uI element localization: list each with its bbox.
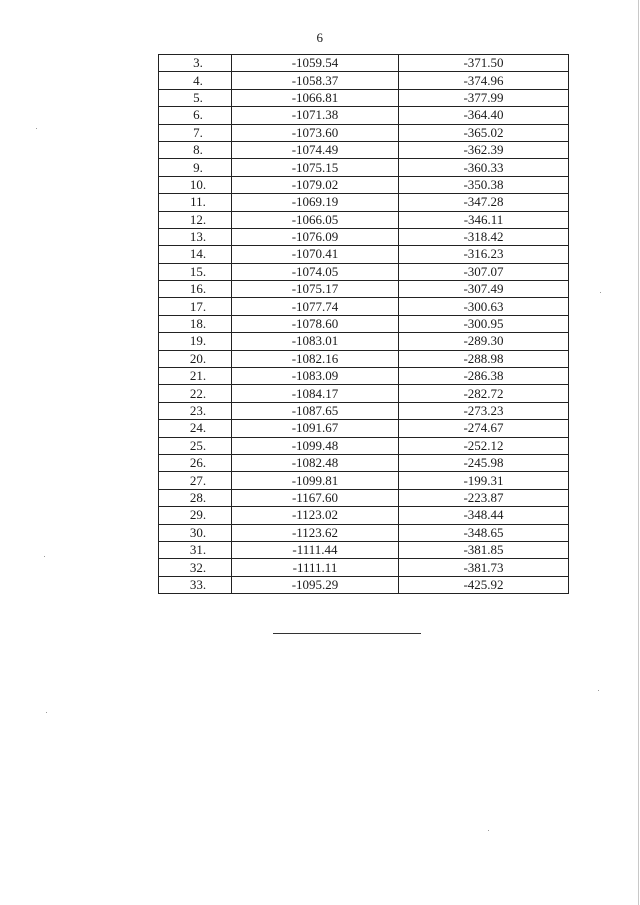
table-row: [159, 472, 569, 489]
x-coordinate-cell: -1083.01: [232, 333, 399, 350]
row-index-cell: 31.: [159, 541, 232, 558]
row-index-cell: 7.: [159, 124, 232, 141]
x-coordinate-cell: -1082.48: [232, 454, 399, 471]
table-row: [159, 89, 569, 106]
y-coordinate-cell: -425.92: [399, 576, 569, 593]
table-row: [159, 507, 569, 524]
table-row: [159, 281, 569, 298]
table-row: [159, 402, 569, 419]
y-coordinate-cell: -245.98: [399, 454, 569, 471]
x-coordinate-cell: -1059.54: [232, 55, 399, 72]
coordinates-table-body: [159, 55, 569, 594]
table-row: [159, 176, 569, 193]
x-coordinate-cell: -1082.16: [232, 350, 399, 367]
table-row: [159, 350, 569, 367]
table-row: [159, 315, 569, 332]
y-coordinate-cell: -223.87: [399, 489, 569, 506]
row-index-cell: 3.: [159, 55, 232, 72]
row-index-cell: 19.: [159, 333, 232, 350]
row-index-cell: 30.: [159, 524, 232, 541]
scan-speck: [488, 830, 489, 831]
x-coordinate-cell: -1111.11: [232, 559, 399, 576]
y-coordinate-cell: -289.30: [399, 333, 569, 350]
x-coordinate-cell: -1084.17: [232, 385, 399, 402]
x-coordinate-cell: -1083.09: [232, 368, 399, 385]
table-row: [159, 541, 569, 558]
y-coordinate-cell: -273.23: [399, 402, 569, 419]
x-coordinate-cell: -1095.29: [232, 576, 399, 593]
table-row: [159, 107, 569, 124]
y-coordinate-cell: -318.42: [399, 228, 569, 245]
x-coordinate-cell: -1069.19: [232, 194, 399, 211]
x-coordinate-cell: -1070.41: [232, 246, 399, 263]
row-index-cell: 32.: [159, 559, 232, 576]
footnote-separator-line: [273, 633, 421, 634]
y-coordinate-cell: -288.98: [399, 350, 569, 367]
row-index-cell: 6.: [159, 107, 232, 124]
x-coordinate-cell: -1099.81: [232, 472, 399, 489]
table-row: [159, 228, 569, 245]
y-coordinate-cell: -347.28: [399, 194, 569, 211]
x-coordinate-cell: -1123.02: [232, 507, 399, 524]
x-coordinate-cell: -1079.02: [232, 176, 399, 193]
row-index-cell: 14.: [159, 246, 232, 263]
table-row: [159, 576, 569, 593]
table-row: [159, 159, 569, 176]
row-index-cell: 9.: [159, 159, 232, 176]
y-coordinate-cell: -374.96: [399, 72, 569, 89]
row-index-cell: 21.: [159, 368, 232, 385]
x-coordinate-cell: -1077.74: [232, 298, 399, 315]
scan-speck: [44, 556, 45, 557]
scan-speck: [46, 712, 47, 713]
x-coordinate-cell: -1167.60: [232, 489, 399, 506]
row-index-cell: 23.: [159, 402, 232, 419]
y-coordinate-cell: -365.02: [399, 124, 569, 141]
row-index-cell: 4.: [159, 72, 232, 89]
x-coordinate-cell: -1066.05: [232, 211, 399, 228]
row-index-cell: 25.: [159, 437, 232, 454]
x-coordinate-cell: -1099.48: [232, 437, 399, 454]
table-row: [159, 246, 569, 263]
y-coordinate-cell: -381.85: [399, 541, 569, 558]
row-index-cell: 8.: [159, 141, 232, 158]
y-coordinate-cell: -346.11: [399, 211, 569, 228]
y-coordinate-cell: -307.07: [399, 263, 569, 280]
y-coordinate-cell: -252.12: [399, 437, 569, 454]
x-coordinate-cell: -1075.15: [232, 159, 399, 176]
y-coordinate-cell: -300.95: [399, 315, 569, 332]
x-coordinate-cell: -1071.38: [232, 107, 399, 124]
x-coordinate-cell: -1091.67: [232, 420, 399, 437]
row-index-cell: 16.: [159, 281, 232, 298]
y-coordinate-cell: -362.39: [399, 141, 569, 158]
y-coordinate-cell: -282.72: [399, 385, 569, 402]
row-index-cell: 13.: [159, 228, 232, 245]
page-edge-line: [638, 0, 639, 905]
table-row: [159, 333, 569, 350]
row-index-cell: 15.: [159, 263, 232, 280]
scan-speck: [36, 128, 37, 129]
row-index-cell: 12.: [159, 211, 232, 228]
x-coordinate-cell: -1074.49: [232, 141, 399, 158]
x-coordinate-cell: -1075.17: [232, 281, 399, 298]
scan-speck: [600, 292, 601, 293]
y-coordinate-cell: -360.33: [399, 159, 569, 176]
table-row: [159, 489, 569, 506]
y-coordinate-cell: -348.65: [399, 524, 569, 541]
y-coordinate-cell: -316.23: [399, 246, 569, 263]
y-coordinate-cell: -377.99: [399, 89, 569, 106]
table-row: [159, 141, 569, 158]
y-coordinate-cell: -348.44: [399, 507, 569, 524]
x-coordinate-cell: -1066.81: [232, 89, 399, 106]
table-row: [159, 437, 569, 454]
x-coordinate-cell: -1078.60: [232, 315, 399, 332]
y-coordinate-cell: -350.38: [399, 176, 569, 193]
row-index-cell: 10.: [159, 176, 232, 193]
table-row: [159, 263, 569, 280]
coordinates-table: [158, 54, 569, 594]
row-index-cell: 17.: [159, 298, 232, 315]
table-row: [159, 559, 569, 576]
x-coordinate-cell: -1111.44: [232, 541, 399, 558]
table-row: [159, 420, 569, 437]
table-row: [159, 124, 569, 141]
table-row: [159, 524, 569, 541]
row-index-cell: 27.: [159, 472, 232, 489]
y-coordinate-cell: -300.63: [399, 298, 569, 315]
y-coordinate-cell: -381.73: [399, 559, 569, 576]
table-row: [159, 72, 569, 89]
y-coordinate-cell: -307.49: [399, 281, 569, 298]
table-row: [159, 298, 569, 315]
table-row: [159, 211, 569, 228]
row-index-cell: 20.: [159, 350, 232, 367]
row-index-cell: 28.: [159, 489, 232, 506]
row-index-cell: 5.: [159, 89, 232, 106]
x-coordinate-cell: -1073.60: [232, 124, 399, 141]
x-coordinate-cell: -1058.37: [232, 72, 399, 89]
y-coordinate-cell: -274.67: [399, 420, 569, 437]
y-coordinate-cell: -199.31: [399, 472, 569, 489]
x-coordinate-cell: -1123.62: [232, 524, 399, 541]
table-row: [159, 454, 569, 471]
x-coordinate-cell: -1076.09: [232, 228, 399, 245]
page-number: 6: [316, 30, 324, 45]
table-row: [159, 55, 569, 72]
table-row: [159, 194, 569, 211]
row-index-cell: 22.: [159, 385, 232, 402]
row-index-cell: 33.: [159, 576, 232, 593]
table-row: [159, 368, 569, 385]
row-index-cell: 18.: [159, 315, 232, 332]
x-coordinate-cell: -1074.05: [232, 263, 399, 280]
y-coordinate-cell: -371.50: [399, 55, 569, 72]
table-row: [159, 385, 569, 402]
y-coordinate-cell: -364.40: [399, 107, 569, 124]
row-index-cell: 11.: [159, 194, 232, 211]
y-coordinate-cell: -286.38: [399, 368, 569, 385]
row-index-cell: 24.: [159, 420, 232, 437]
row-index-cell: 29.: [159, 507, 232, 524]
scan-speck: [598, 690, 599, 691]
x-coordinate-cell: -1087.65: [232, 402, 399, 419]
row-index-cell: 26.: [159, 454, 232, 471]
